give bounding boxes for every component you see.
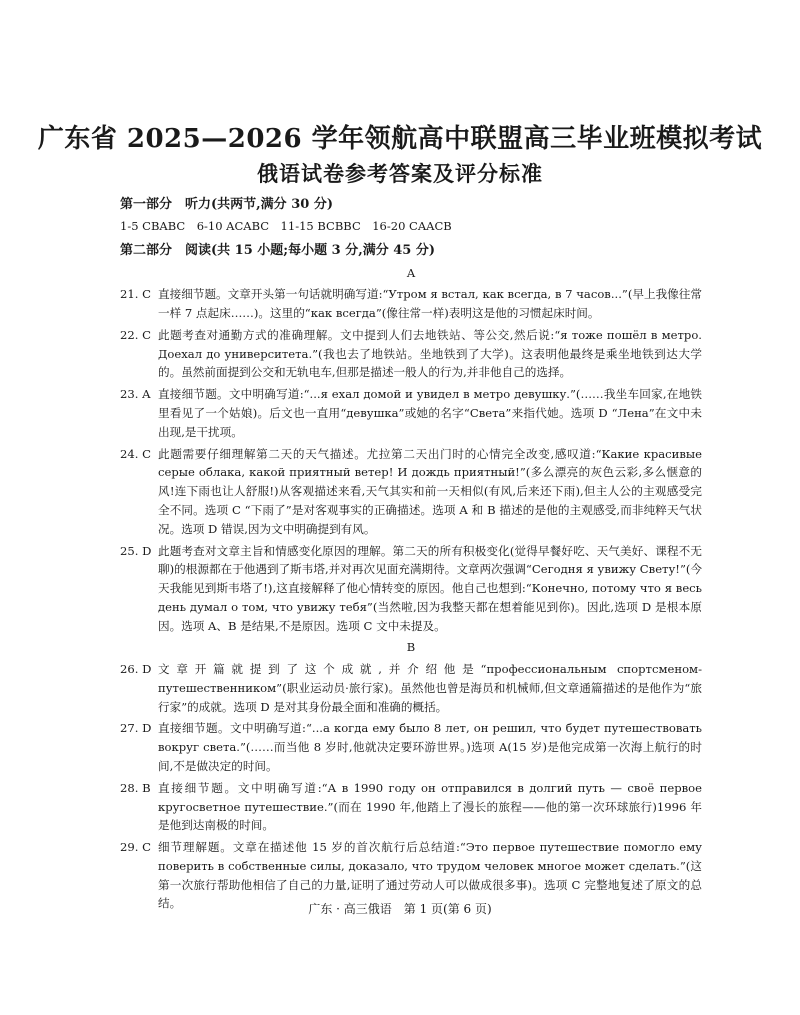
answer-item-21 [120,285,702,323]
answer-explanation: 此题考查对通勤方式的准确理解。文中提到人们去地铁站、等公交,然后说:“я тоже пошёл в метро. Доехал до университета.”(我也去了地铁站。坐地铁到了大学)。这表明他最终是乘坐地铁到达大学的。虽然前面提到公交和无轨电车,但那是描述一般人的行为,并非他自己的选择。 [158,327,702,380]
answer-item-24 [120,445,702,539]
answer-item-27 [120,719,702,775]
part2-heading: 第二部分 阅读(共 15 小题;每小题 3 分,满分 45 分) [120,242,436,258]
listening-answers: 1-5 CBABC 6-10 ACABC 11-15 BCBBC 16-20 CAACB [120,219,452,234]
answer-explanation: 直接细节题。文中明确写道:“...я ехал домой и увидел в метро девушку.”(……我坐车回家,在地铁里看见了一个姑娘)。后文也一直用“девушка”或她的名字“Света”来指代她。选项 D “Лена”在文中未出现,是干扰项。 [158,387,702,439]
answer-explanation: 直接细节题。文中明确写道:“...а когда ему было 8 лет, он решил, что будет путешествовать вокруг света.”(……而当他 8 岁时,他就决定要环游世界。)选项 A(15 岁)是他完成第一次海上航行的时间,不是做决定的时间。 [158,721,702,773]
answer-number: 26. D [120,662,152,677]
answer-number: 28. B [120,780,151,795]
answer-item-28 [120,779,702,835]
answer-number: 23. A [120,387,151,402]
answer-explanation: 细节理解题。文章在描述他 15 岁的首次航行后总结道:“Это первое путешествие помогло ему поверить в собственные силы, доказало, что трудом человек многое может сделать.”(这第一次旅行帮助他相信了自己的力量,证明了通过劳动人可以做成很多事)。选项 C 完整地复述了原文的总结。 [158,840,702,911]
answer-item-25 [120,542,702,636]
answer-item-22 [120,326,702,382]
answer-number: 21. C [120,287,151,302]
page-footer: 广东 · 高三俄语 第 1 页(第 6 页) [308,902,492,916]
passage-a-label: A [406,265,416,280]
answer-explanation: 此题需要仔细理解第二天的天气描述。尤拉第二天出门时的心情完全改变,感叹道:“Какие красивые серые облака, какой приятный ветер! И дождь приятный!”(多么漂亮的灰色云彩,多么惬意的风!连下雨也让人舒服!)从客观描述来看,天气其实和前一天相似(有风,后来还下雨),但主人公的主观感受完全不同。选项 C “下雨了”是对客观事实的正确描述。选项 A 和 B 描述的是他的主观感受,而非纯粹天气状况。选项 D 错误,因为文中明确提到有风。 [158,446,702,536]
answer-number: 22. C [120,327,151,342]
answer-explanation: 直接细节题。文章开头第一句话就明确写道:“Утром я встал, как всегда, в 7 часов...”(早上我像往常一样 7 点起床……)。这里的“как всегда”(像往常一样)表明这是他的习惯起床时间。 [158,287,702,321]
answer-explanation: 此题考查对文章主旨和情感变化原因的理解。第二天的所有积极变化(觉得早餐好吃、天气美好、课程不无聊)的根源都在于他遇到了斯韦塔,并对再次见面充满期待。文章两次强调“Сегодня я увижу Свету!”(今天我能见到斯韦塔了!),这直接解释了他心情转变的原因。他自己也想到:“Конечно, потому что я весь день думал о том, что увижу тебя”(当然啦,因为我整天都在想着能见到你)。因此,选项 D 是根本原因。选项 A、B 是结果,不是原因。选项 C 文中未提及。 [158,543,702,633]
passage-b-label: B [406,640,416,655]
answer-number: 29. C [120,840,151,855]
exam-title: 广东省 2025—2026 学年领航高中联盟高三毕业班模拟考试 [37,124,763,154]
answer-number: 27. D [120,721,152,736]
part1-heading: 第一部分 听力(共两节,满分 30 分) [120,197,333,212]
answer-item-26 [120,660,702,716]
exam-subtitle: 俄语试卷参考答案及评分标准 [257,161,543,186]
answer-number: 25. D [120,543,152,558]
answer-item-23 [120,385,702,441]
answer-explanation: 文章开篇就提到了这个成就,并介绍他是“профессиональным спортсменом-путешественником”(职业运动员·旅行家)。虽然他也曾是海员和机械师,但文章通篇描述的是他作为“旅行家”的成就。选项 D 是对其身份最全面和准确的概括。 [158,662,702,714]
answer-explanation: 直接细节题。文中明确写道:“А в 1990 году он отправился в долгий путь — своё первое кругосветное путешествие.”(而在 1990 年,他踏上了漫长的旅程——他的第一次环球旅行)1996 年是他到达南极的时间。 [158,780,702,833]
answer-content [120,190,702,916]
answer-number: 24. C [120,446,151,461]
